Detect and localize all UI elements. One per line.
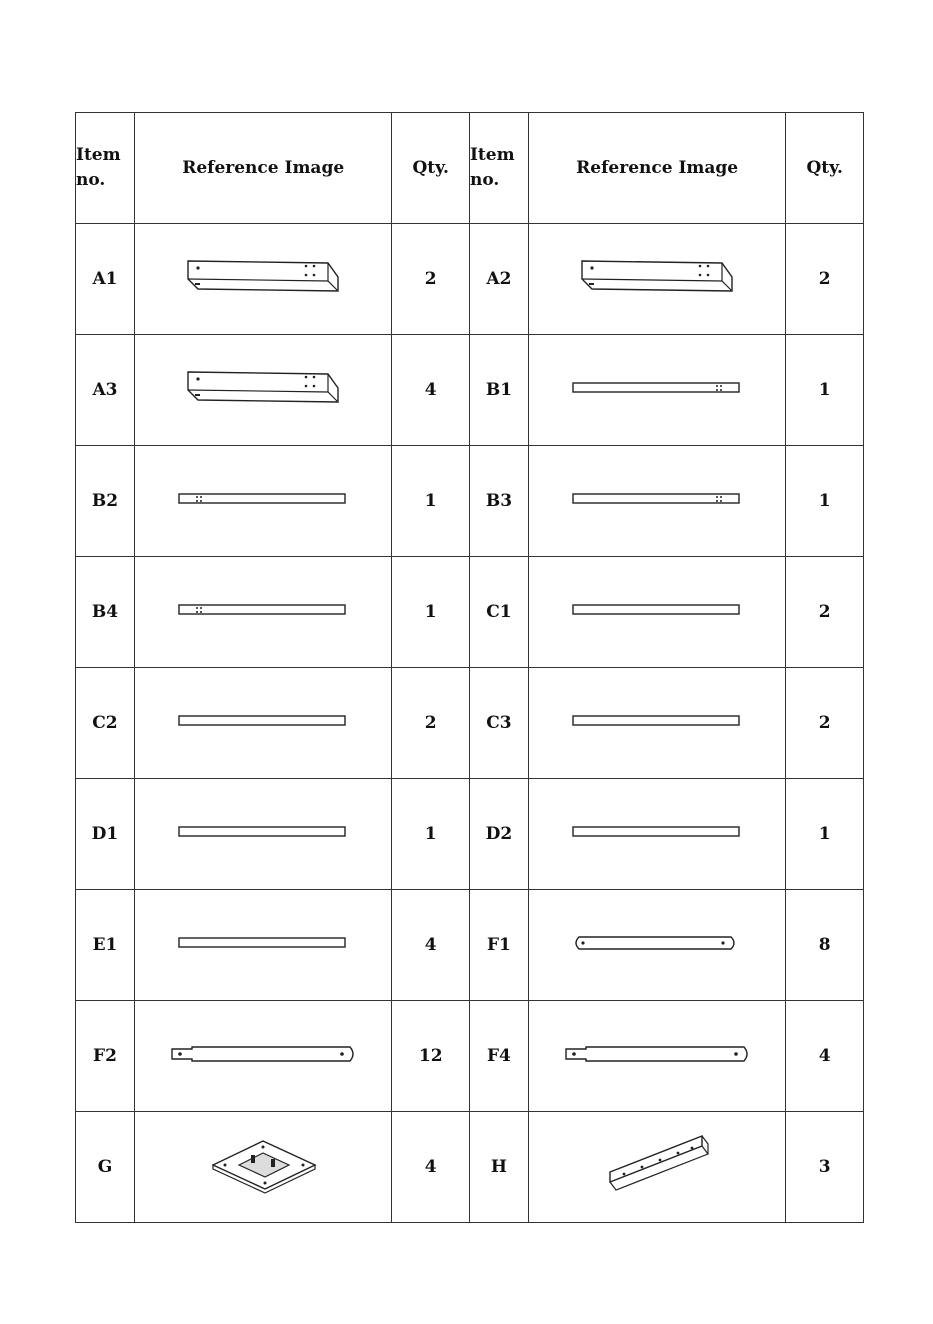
- parts-list-table: [75, 112, 864, 1223]
- table-row: [76, 1112, 864, 1223]
- item-no-cell: D2: [469, 779, 528, 890]
- qty-cell: 1: [786, 446, 864, 557]
- item-no-cell: E1: [76, 890, 135, 1001]
- qty-cell: 4: [392, 1112, 470, 1223]
- flat-bar-holes-right-icon: [571, 380, 743, 396]
- box-beam-icon: [178, 257, 348, 297]
- item-no-cell: G: [76, 1112, 135, 1223]
- box-beam-icon: [572, 257, 742, 297]
- reference-image-cell: [134, 668, 391, 779]
- item-no-cell: F4: [469, 1001, 528, 1112]
- qty-cell: 1: [786, 779, 864, 890]
- table-row: [76, 224, 864, 335]
- flat-bar-icon: [571, 602, 743, 618]
- reference-image-cell: [134, 1112, 391, 1223]
- header-item-label-2: Item no.: [469, 145, 515, 190]
- header-image-label-2: Reference Image: [576, 158, 739, 178]
- qty-cell: 8: [786, 890, 864, 1001]
- item-no-cell: B3: [469, 446, 528, 557]
- header-qty: [392, 113, 470, 224]
- reference-image-cell: [528, 335, 785, 446]
- item-no-cell: C1: [469, 557, 528, 668]
- angle-bracket-icon: [602, 1130, 712, 1200]
- header-qty-label: Qty.: [412, 158, 449, 178]
- header-row: [76, 113, 864, 224]
- item-no-cell: C3: [469, 668, 528, 779]
- flat-bar-holes-left-icon: [177, 491, 349, 507]
- qty-cell: 1: [392, 446, 470, 557]
- flat-bar-icon: [571, 713, 743, 729]
- qty-cell: 2: [786, 224, 864, 335]
- flat-bar-icon: [177, 713, 349, 729]
- qty-cell: 2: [392, 668, 470, 779]
- reference-image-cell: [528, 446, 785, 557]
- reference-image-cell: [528, 668, 785, 779]
- qty-cell: 4: [786, 1001, 864, 1112]
- reference-image-cell: [528, 890, 785, 1001]
- reference-image-cell: [528, 1001, 785, 1112]
- item-no-cell: F1: [469, 890, 528, 1001]
- header-reference-image-2: [528, 113, 785, 224]
- reference-image-cell: [528, 224, 785, 335]
- item-no-cell: H: [469, 1112, 528, 1223]
- qty-cell: 2: [786, 557, 864, 668]
- flat-bar-icon: [571, 824, 743, 840]
- qty-cell: 3: [786, 1112, 864, 1223]
- reference-image-cell: [134, 779, 391, 890]
- qty-cell: 1: [392, 557, 470, 668]
- table-row: [76, 446, 864, 557]
- item-no-cell: C2: [76, 668, 135, 779]
- reference-image-cell: [528, 1112, 785, 1223]
- reference-image-cell: [134, 335, 391, 446]
- qty-cell: 2: [786, 668, 864, 779]
- header-qty-2: [786, 113, 864, 224]
- item-no-cell: B1: [469, 335, 528, 446]
- qty-cell: 1: [786, 335, 864, 446]
- qty-cell: 2: [392, 224, 470, 335]
- box-beam-icon: [178, 368, 348, 408]
- table-row: [76, 1001, 864, 1112]
- reference-image-cell: [528, 779, 785, 890]
- item-no-cell: A2: [469, 224, 528, 335]
- qty-cell: 4: [392, 335, 470, 446]
- header-item-no: [76, 113, 135, 224]
- header-qty-label-2: Qty.: [806, 158, 843, 178]
- stepped-rod-icon: [562, 1044, 752, 1064]
- reference-image-cell: [528, 557, 785, 668]
- header-item-label: Item no.: [76, 145, 121, 190]
- stepped-rod-icon: [168, 1044, 358, 1064]
- qty-cell: 1: [392, 779, 470, 890]
- table-row: [76, 668, 864, 779]
- reference-image-cell: [134, 224, 391, 335]
- header-image-label: Reference Image: [182, 158, 345, 178]
- item-no-cell: F2: [76, 1001, 135, 1112]
- item-no-cell: A3: [76, 335, 135, 446]
- table-row: [76, 335, 864, 446]
- item-no-cell: A1: [76, 224, 135, 335]
- reference-image-cell: [134, 446, 391, 557]
- table-row: [76, 890, 864, 1001]
- base-plate-icon: [203, 1135, 323, 1195]
- flat-bar-icon: [177, 935, 349, 951]
- item-no-cell: D1: [76, 779, 135, 890]
- flat-bar-holes-right-icon: [571, 491, 743, 507]
- header-reference-image: [134, 113, 391, 224]
- item-no-cell: B4: [76, 557, 135, 668]
- item-no-cell: B2: [76, 446, 135, 557]
- reference-image-cell: [134, 890, 391, 1001]
- flat-bar-holes-left-icon: [177, 602, 349, 618]
- reference-image-cell: [134, 1001, 391, 1112]
- flat-bar-icon: [177, 824, 349, 840]
- header-item-no-2: [469, 113, 528, 224]
- qty-cell: 4: [392, 890, 470, 1001]
- rod-icon: [571, 934, 743, 952]
- reference-image-cell: [134, 557, 391, 668]
- table-row: [76, 779, 864, 890]
- table-row: [76, 557, 864, 668]
- qty-cell: 12: [392, 1001, 470, 1112]
